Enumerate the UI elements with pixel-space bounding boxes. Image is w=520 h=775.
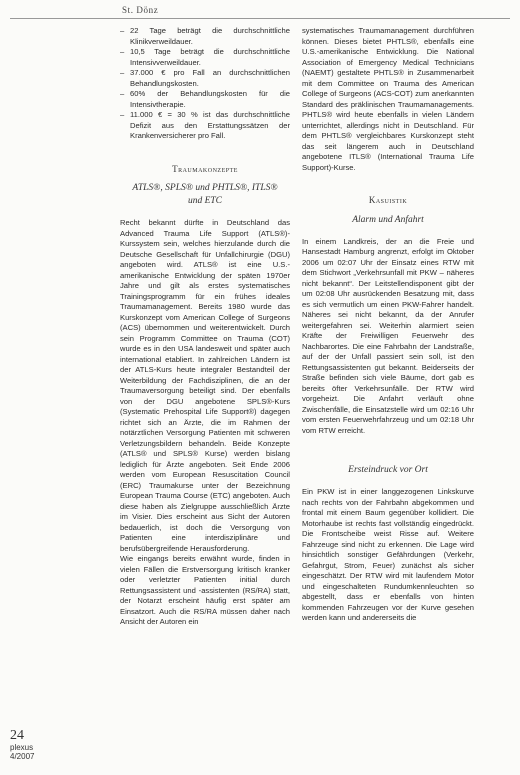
- statistics-list: [120, 26, 290, 142]
- paragraph-alarm: In einem Landkreis, der an die Freie und Hansestadt Hamburg angrenzt, erfolgt im Oktober 2006 um 02:07 Uhr der Einsatz eines RTW mit dem Stichwort „Verkehrsunfall mit PKW – näheres nicht bekannt“. Der Leitstellendisponent gibt der um 02:08 Uhr ausrückenden Besatzung mit, dass es sich vermutlich um einen PKW-Fahrer handelt. Näheres sei nicht bekannt, da der Anrufer weitergefahren sei. Weiterhin alarmiert seien Kräfte der Freiwilligen Feuerwehr des Nachbarortes. Die eine Fahrbahn der Landstraße, auf der der Unfall passiert sein soll, ist den Rettungsassistenten gut bekannt. Beiderseits der Straße befinden sich viele Bäume, dort gab es bereits öfter Verkehrsunfälle. Der RTW wird vorgeheizt. Die Anfahrt verläuft ohne Zwischenfälle, die Einsatzstelle wird um 02:16 Uhr vom ersten Feuerwehrfahrzeug und um 02:18 Uhr vom RTW erreicht.: [302, 236, 474, 435]
- paragraph-rettungsdienst: Wie eingangs bereits erwähnt wurde, finden in vielen Fällen die Erstversorgung kritisch kranker oder verletzter Patienten initial durch Rettungsassistent und -assistenten (RS/RA) statt, der Notarzt erscheint häufig erst später am Einsatzort. Auch die RS/RA müssen daher nach Ansicht der Autoren ein: [120, 554, 290, 626]
- paragraph-phtls: systematisches Traumamanagement durchführen können. Dieses bietet PHTLS®, ebenfalls eine U.S.-amerikanische Entwicklung. Die National Association of Emergency Medical Technicians (NAEMT) gestaltete PHTLS® in Zusammenarbeit mit dem Committee on Trauma des American College of Surgeons (ACS-COT) zum anerkannten Standard des präklinischen Traumamanagements. PHTLS® wird heute ebenfalls in vielen Ländern unterrichtet, allerdings nicht in Deutschland. Für dem PHTLS® vergleichbares Kurskonzept steht das seit längerem auch in Deutschland angebotene ITLS® (International Trauma Life Support)-Kurse.: [302, 26, 474, 172]
- list-item: – 10,5 Tage beträgt die durchschnittliche Intensivverweildauer.: [120, 47, 290, 68]
- list-item: – 60% der Behandlungskosten für die Intensivtherapie.: [120, 89, 290, 110]
- magazine-name: plexus: [10, 743, 34, 752]
- subheading-ersteindruck: Ersteindruck vor Ort: [348, 465, 428, 475]
- header-rule: [10, 18, 510, 19]
- left-column: [120, 26, 290, 628]
- paragraph-scene: Ein PKW ist in einer langgezogenen Linkskurve nach rechts von der Fahrbahn abgekommen und frontal mit einem Baum gegenüber kollidiert. Die Motorhaube ist rechts fast vollständig eingedrückt. Die Frontscheibe weist Risse auf. Weitere Fahrzeuge sind nicht zu erkennen. Die Lage wird hinsichtlich sonstiger Gefährdungen (Verkehr, Gefahrgut, Strom, Feuer) zunächst als sicher eingeschätzt. Der RTW wird mit laufendem Motor und eingeschalteten Rundumkennleuchten so abgestellt, dass er ebenfalls von hinten kommenden Fahrzeugen vor der Kurve gesehen werden kann und andererseits die: [302, 487, 474, 622]
- section-heading-kasuistik: Kasuistik: [368, 195, 408, 205]
- section-heading-traumakonzepte: Traumakonzepte: [172, 163, 238, 174]
- issue-number: 4/2007: [10, 752, 35, 761]
- paragraph-atls: Recht bekannt dürfte in Deutschland das Advanced Trauma Life Support (ATLS®)-Kurssystem sein, welches hierzulande durch die Deutsche Gesellschaft für Unfallchirurgie (DGU) angeboten wird. ATLS® ist eine U.S.-amerikanische Entwicklung der späten 1970er Jahre und gilt als erstes systematisches Trainingsprogramm für ein frühes ideales Traumamanagement. Bereits 1980 wurde das Kurskonzept vom American College of Surgeons (ACS) übernommen und weiterentwickelt. Durch sein Programm Committee on Trauma (COT) wurde es in den USA landesweit und später auch international etabliert. In zahlreichen Ländern ist der ATLS-Kurs heute integraler Bestandteil der Weiterbildung der Fachdisziplinen, die an der Traumaversorgung beteiligt sind. Der ebenfalls von der DGU angebotene SPLS®-Kurs (Systematic Prehospital Life Support®) dagegen richtet sich an Ärzte, die im Rahmen der notärztlichen Versorgung Patienten mit schweren Verletzungsbildern behandeln. Beide Konzepte (ATLS® und SPLS® Kurse) werden bislang lediglich für Ärzte angeboten. Seit Ende 2006 werden vom European Resuscitation Council (ERC) Traumakurse unter der Bezeichnung European Trauma Course (ETC) angeboten. Auch diese haben als Zielgruppe ausschließlich Ärzte im Visier. Dies erscheint aus Sicht der Autoren bedauerlich, ist doch die Versorgung von Patienten eine interdisziplinäre und berufsübergreifende Herausforderung.: [120, 218, 290, 553]
- page-header: [0, 0, 520, 22]
- list-item: – 22 Tage beträgt die durchschnittliche Klinikverweildauer.: [120, 26, 290, 47]
- subheading-alarm: Alarm und Anfahrt: [352, 214, 424, 225]
- section-subheading-courses: ATLS®, SPLS® und PHTLS®, ITLS® und ETC: [132, 183, 278, 206]
- list-item: – 11.000 € = 30 % ist das durchschnittliche Defizit aus den Erstattungssätzen der Krankenversicherer pro Fall.: [120, 110, 290, 142]
- right-column: [302, 26, 474, 624]
- page-number: 24: [10, 728, 24, 743]
- list-item: – 37.000 € pro Fall an durchschnittlichen Behandlungskosten.: [120, 68, 290, 89]
- spacer: [302, 436, 474, 464]
- running-title: St. Dönz: [122, 5, 159, 15]
- page-footer: [10, 728, 70, 761]
